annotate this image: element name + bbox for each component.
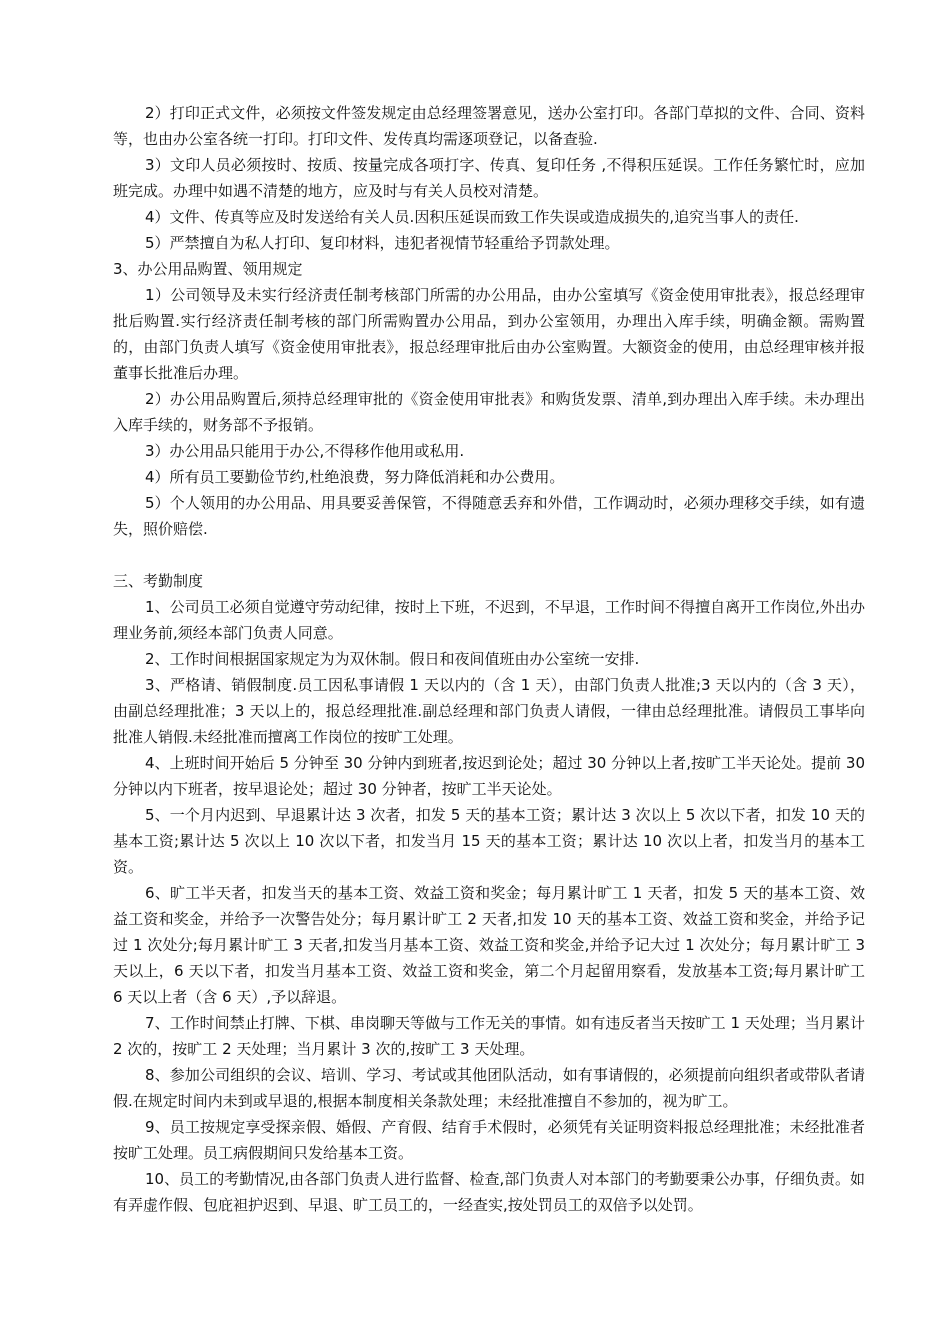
paragraph: 5、一个月内迟到、早退累计达 3 次者，扣发 5 天的基本工资；累计达 3 次以上 5 次以下者，扣发 10 天的基本工资;累计达 5 次以上 10 次以下者，扣发当月 15 天的基本工资；累计达 10 次以上者，扣发当月的基本工资。 [113,806,865,876]
paragraph: 1、公司员工必须自觉遵守劳动纪律，按时上下班，不迟到，不早退，工作时间不得擅自离开工作岗位,外出办理业务前,须经本部门负责人同意。 [113,598,865,642]
paragraph: 4）所有员工要勤俭节约,杜绝浪费，努力降低消耗和办公费用。 [145,468,565,486]
paragraph: 4、上班时间开始后 5 分钟至 30 分钟内到班者,按迟到论处；超过 30 分钟以上者,按旷工半天论处。提前 30 分钟以内下班者，按早退论处；超过 30 分钟者，按旷工半天论处。 [113,754,865,798]
paragraph: 9、员工按规定享受探亲假、婚假、产育假、结育手术假时，必须凭有关证明资料报总经理批准；未经批准者按旷工处理。员工病假期间只发给基本工资。 [113,1118,865,1162]
paragraph: 2）办公用品购置后,须持总经理审批的《资金使用审批表》和购货发票、清单,到办理出入库手续。未办理出入库手续的，财务部不予报销。 [113,390,865,434]
paragraph: 2、工作时间根据国家规定为为双休制。假日和夜间值班由办公室统一安排. [145,650,640,668]
section-heading: 3、办公用品购置、领用规定 [113,260,303,278]
paragraph: 10、员工的考勤情况,由各部门负责人进行监督、检查,部门负责人对本部门的考勤要秉公办事，仔细负责。如有弄虚作假、包庇袒护迟到、早退、旷工员工的，一经查实,按处罚员工的双倍予以处罚。 [113,1170,865,1214]
paragraph: 7、工作时间禁止打牌、下棋、串岗聊天等做与工作无关的事情。如有违反者当天按旷工 1 天处理；当月累计 2 次的，按旷工 2 天处理；当月累计 3 次的,按旷工 3 天处理。 [113,1014,865,1058]
blank-line [113,542,865,568]
paragraph: 3）文印人员必须按时、按质、按量完成各项打字、传真、复印任务 ,不得积压延误。工作任务繁忙时，应加班完成。办理中如遇不清楚的地方，应及时与有关人员校对清楚。 [113,156,865,200]
paragraph: 8、参加公司组织的会议、培训、学习、考试或其他团队活动，如有事请假的，必须提前向组织者或带队者请假.在规定时间内未到或早退的,根据本制度相关条款处理；未经批准擅自不参加的，视为旷工。 [113,1066,865,1110]
chapter-heading: 三、考勤制度 [113,572,204,590]
paragraph: 5）个人领用的办公用品、用具要妥善保管，不得随意丢弃和外借，工作调动时，必须办理移交手续，如有遗失，照价赔偿. [113,494,865,538]
paragraph: 2）打印正式文件，必须按文件签发规定由总经理签署意见，送办公室打印。各部门草拟的文件、合同、资料等，也由办公室各统一打印。打印文件、发传真均需逐项登记，以备查验. [113,104,865,148]
paragraph: 3）办公用品只能用于办公,不得移作他用或私用. [145,442,465,460]
document-body [113,100,865,1218]
paragraph: 6、旷工半天者，扣发当天的基本工资、效益工资和奖金；每月累计旷工 1 天者，扣发 5 天的基本工资、效益工资和奖金，并给予一次警告处分；每月累计旷工 2 天者,扣发 10 天的基本工资、效益工资和奖金，并给予记过 1 次处分;每月累计旷工 3 天者,扣发当月基本工资、效益工资和奖金,并给予记大过 1 次处分；每月累计旷工 3 天以上，6 天以下者，扣发当月基本工资、效益工资和奖金，第二个月起留用察看，发放基本工资;每月累计旷工 6 天以上者（含 6 天）,予以辞退。 [113,884,865,1006]
paragraph: 3、严格请、销假制度.员工因私事请假 1 天以内的（含 1 天），由部门负责人批准;3 天以内的（含 3 天），由副总经理批准；3 天以上的，报总经理批准.副总经理和部门负责人请假，一律由总经理批准。请假员工事毕向批准人销假.未经批准而擅离工作岗位的按旷工处理。 [113,676,865,746]
paragraph: 4）文件、传真等应及时发送给有关人员.因积压延误而致工作失误或造成损失的,追究当事人的责任. [145,208,799,226]
paragraph: 5）严禁擅自为私人打印、复印材料，违犯者视情节轻重给予罚款处理。 [145,234,620,252]
paragraph: 1）公司领导及未实行经济责任制考核部门所需的办公用品，由办公室填写《资金使用审批表》，报总经理审批后购置.实行经济责任制考核的部门所需购置办公用品，到办公室领用，办理出入库手续，明确金额。需购置的，由部门负责人填写《资金使用审批表》，报总经理审批后由办公室购置。大额资金的使用，由总经理审核并报董事长批准后办理。 [113,286,865,382]
